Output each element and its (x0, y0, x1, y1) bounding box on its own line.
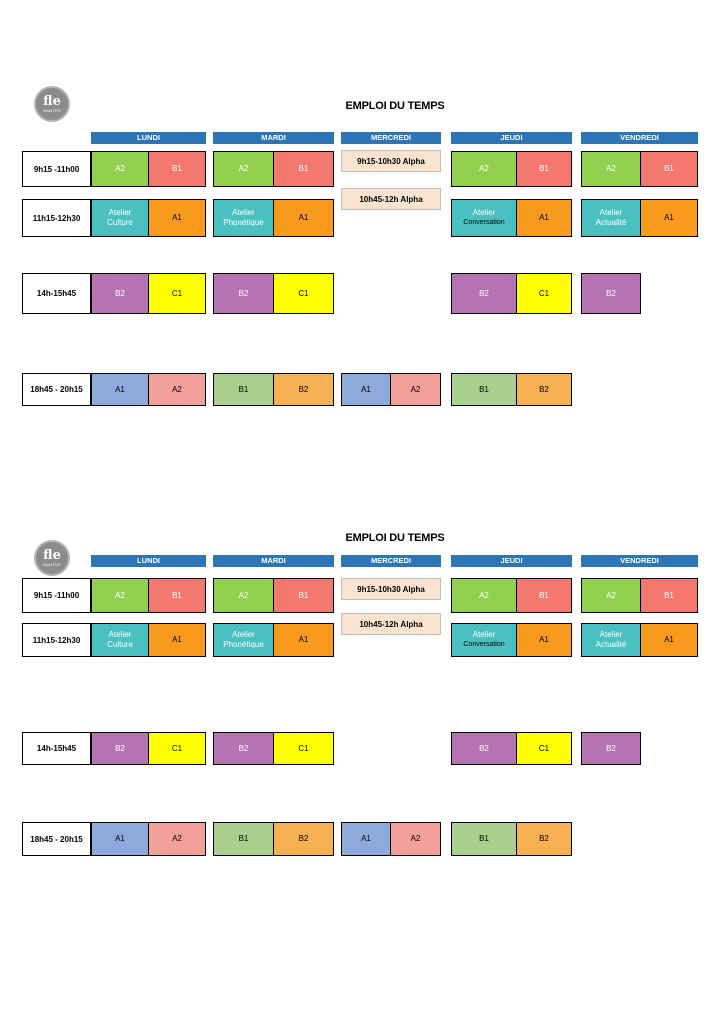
day-header-mardi: MARDI (213, 555, 334, 567)
atelier-label: Atelier (599, 208, 623, 217)
vendredi-slot1-a2: A2 (581, 578, 641, 613)
vendredi-slot1-b1: B1 (640, 578, 698, 613)
jeudi-slot1-b1: B1 (516, 151, 572, 187)
mercredi-slot4-a1: A1 (341, 373, 391, 406)
atelier-name: Conversation (463, 641, 505, 648)
jeudi-slot1-a2: A2 (451, 151, 517, 187)
lundi-slot3-b2: B2 (91, 273, 149, 314)
jeudi-slot2-a1: A1 (516, 623, 572, 657)
mercredi-alpha-slot1: 9h15-10h30 Alpha (341, 578, 441, 600)
lundi-slot1-b1: B1 (148, 151, 206, 187)
atelier-name: Phonétique (223, 218, 264, 227)
page-title: EMPLOI DU TEMPS (345, 100, 445, 112)
jeudi-slot4-b1: B1 (451, 822, 517, 856)
atelier-label: Atelier (599, 630, 623, 639)
mardi-slot4-b1: B1 (213, 822, 274, 856)
mardi-slot2-a1: A1 (273, 199, 334, 237)
jeudi-slot4-b2: B2 (516, 822, 572, 856)
lundi-atelier-culture (91, 623, 149, 657)
lundi-slot3-b2: B2 (91, 732, 149, 765)
jeudi-slot1-a2: A2 (451, 578, 517, 613)
mardi-slot4-b1: B1 (213, 373, 274, 406)
time-slot-3: 14h-15h45 (22, 732, 91, 765)
logo-text: fle (43, 93, 61, 109)
logo-subtext: NANTES (43, 561, 61, 567)
day-header-mercredi: MERCREDI (341, 132, 441, 144)
day-header-mardi: MARDI (213, 132, 334, 144)
mardi-slot1-b1: B1 (273, 151, 334, 187)
time-slot-2: 11h15-12h30 (22, 199, 91, 237)
logo-text: fle (43, 547, 61, 563)
mardi-slot1-a2: A2 (213, 578, 274, 613)
day-header-lundi: LUNDI (91, 132, 206, 144)
atelier-label: Atelier (108, 208, 132, 217)
day-header-jeudi: JEUDI (451, 555, 572, 567)
vendredi-slot2-a1: A1 (640, 623, 698, 657)
lundi-atelier-culture (91, 199, 149, 237)
jeudi-slot2-a1: A1 (516, 199, 572, 237)
atelier-name: Actualité (595, 640, 627, 649)
lundi-slot1-a2: A2 (91, 151, 149, 187)
mercredi-slot4-a2: A2 (390, 373, 441, 406)
mercredi-alpha-slot2: 10h45-12h Alpha (341, 613, 441, 635)
mercredi-slot4-a2: A2 (390, 822, 441, 856)
vendredi-atelier-actualite (581, 199, 641, 237)
logo-fle-nantes (34, 86, 70, 122)
mardi-slot4-b2: B2 (273, 373, 334, 406)
time-slot-4: 18h45 - 20h15 (22, 373, 91, 406)
day-header-mercredi: MERCREDI (341, 555, 441, 567)
mardi-slot3-c1: C1 (273, 273, 334, 314)
day-header-lundi: LUNDI (91, 555, 206, 567)
jeudi-slot1-b1: B1 (516, 578, 572, 613)
mercredi-slot4-a1: A1 (341, 822, 391, 856)
atelier-label: Atelier (472, 208, 496, 217)
jeudi-atelier-conversation (451, 199, 517, 237)
jeudi-atelier-conversation (451, 623, 517, 657)
atelier-label: Atelier (472, 630, 496, 639)
mardi-slot3-b2: B2 (213, 273, 274, 314)
mardi-slot3-c1: C1 (273, 732, 334, 765)
vendredi-slot1-b1: B1 (640, 151, 698, 187)
day-header-vendredi: VENDREDI (581, 555, 698, 567)
lundi-slot2-a1: A1 (148, 199, 206, 237)
atelier-name: Actualité (595, 218, 627, 227)
vendredi-atelier-actualite (581, 623, 641, 657)
atelier-name: Phonétique (223, 640, 264, 649)
vendredi-slot3-b2: B2 (581, 732, 641, 765)
mardi-atelier-phonetique (213, 199, 274, 237)
atelier-name: Conversation (463, 219, 505, 226)
lundi-slot4-a1: A1 (91, 373, 149, 406)
lundi-slot4-a1: A1 (91, 822, 149, 856)
mardi-slot1-a2: A2 (213, 151, 274, 187)
lundi-slot1-b1: B1 (148, 578, 206, 613)
time-slot-2: 11h15-12h30 (22, 623, 91, 657)
lundi-slot2-a1: A1 (148, 623, 206, 657)
lundi-slot1-a2: A2 (91, 578, 149, 613)
lundi-slot3-c1: C1 (148, 732, 206, 765)
mardi-slot1-b1: B1 (273, 578, 334, 613)
lundi-slot4-a2: A2 (148, 822, 206, 856)
mardi-slot3-b2: B2 (213, 732, 274, 765)
jeudi-slot3-b2: B2 (451, 273, 517, 314)
atelier-name: Culture (107, 640, 133, 649)
time-slot-4: 18h45 - 20h15 (22, 822, 91, 856)
vendredi-slot2-a1: A1 (640, 199, 698, 237)
day-header-jeudi: JEUDI (451, 132, 572, 144)
vendredi-slot1-a2: A2 (581, 151, 641, 187)
jeudi-slot4-b2: B2 (516, 373, 572, 406)
mardi-slot4-b2: B2 (273, 822, 334, 856)
page-title: EMPLOI DU TEMPS (345, 532, 445, 544)
logo-fle-nantes (34, 540, 70, 576)
jeudi-slot4-b1: B1 (451, 373, 517, 406)
time-slot-1: 9h15 -11h00 (22, 578, 91, 613)
atelier-label: Atelier (108, 630, 132, 639)
jeudi-slot3-b2: B2 (451, 732, 517, 765)
jeudi-slot3-c1: C1 (516, 273, 572, 314)
mercredi-alpha-slot1: 9h15-10h30 Alpha (341, 150, 441, 172)
day-header-vendredi: VENDREDI (581, 132, 698, 144)
mardi-atelier-phonetique (213, 623, 274, 657)
mercredi-alpha-slot2: 10h45-12h Alpha (341, 188, 441, 210)
atelier-label: Atelier (232, 208, 255, 217)
atelier-label: Atelier (232, 630, 255, 639)
time-slot-1: 9h15 -11h00 (22, 151, 91, 187)
logo-subtext: NANTES (43, 107, 61, 113)
lundi-slot4-a2: A2 (148, 373, 206, 406)
atelier-name: Culture (107, 218, 133, 227)
mardi-slot2-a1: A1 (273, 623, 334, 657)
jeudi-slot3-c1: C1 (516, 732, 572, 765)
time-slot-3: 14h-15h45 (22, 273, 91, 314)
vendredi-slot3-b2: B2 (581, 273, 641, 314)
lundi-slot3-c1: C1 (148, 273, 206, 314)
